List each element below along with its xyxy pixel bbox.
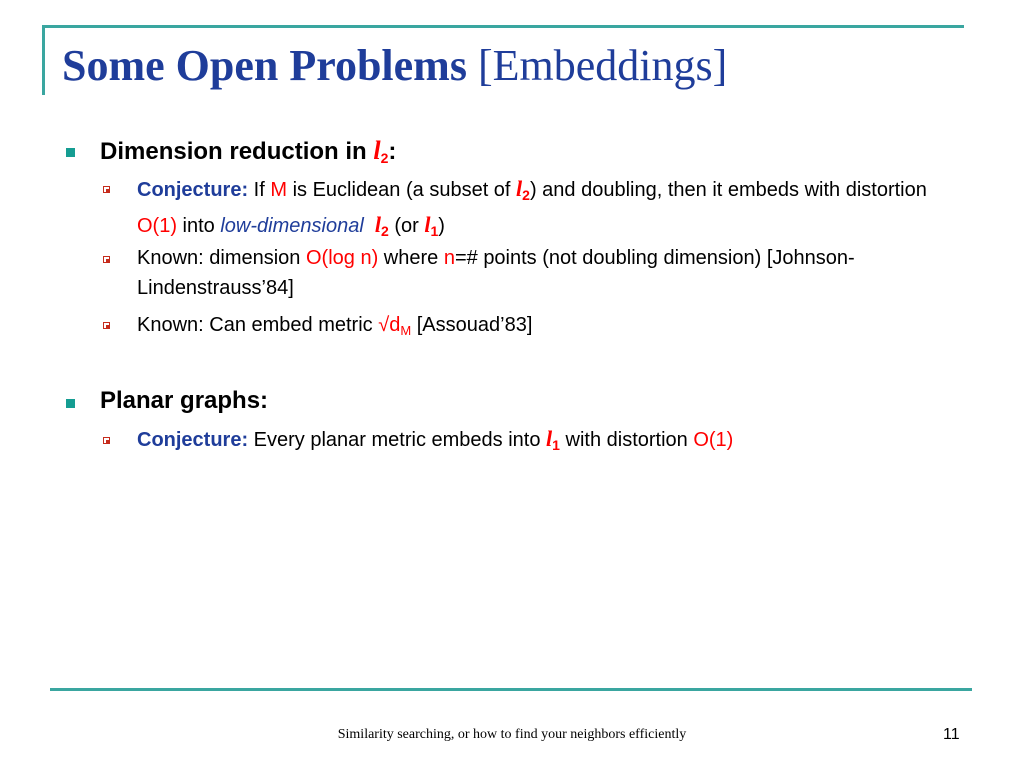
frame-top-rule — [42, 25, 964, 28]
square-bullet-icon — [66, 399, 75, 408]
slide-footer: Similarity searching, or how to find your neighbors efficiently — [337, 727, 687, 742]
frame-bottom-rule — [50, 688, 972, 691]
title-main: Some Open Problems — [62, 41, 467, 90]
slide-title — [62, 40, 727, 91]
page-number: 11 — [943, 726, 960, 743]
hollow-square-bullet-icon — [103, 437, 110, 444]
square-bullet-icon — [66, 148, 75, 157]
section-heading-dimension-reduction: Dimension reduction in $l_2$: — [100, 136, 397, 166]
frame-left-accent — [42, 25, 45, 95]
hollow-square-bullet-icon — [103, 322, 110, 329]
hollow-square-bullet-icon — [103, 256, 110, 263]
list-item-conjecture-1: Conjecture: If M is Euclidean (a subset of $l_2$) and doubling, then it embeds with distortion O(1) into low-dimensional $l_2$ (or $l_1$) — [137, 176, 927, 239]
list-item-conjecture-2: Conjecture: Every planar metric embeds into $l_1$ with distortion O(1) — [137, 426, 734, 453]
title-bracket: [Embeddings] — [477, 41, 728, 90]
list-item-known-assouad: Known: Can embed metric $√d_M$ [Assouad’83] — [137, 314, 533, 338]
list-item-known-dimension: Known: dimension O(log n) where n=# points (not doubling dimension) [Johnson-Lindenstrauss’84] — [137, 247, 855, 299]
section-heading-planar-graphs: Planar graphs: — [100, 387, 269, 414]
hollow-square-bullet-icon — [103, 186, 110, 193]
